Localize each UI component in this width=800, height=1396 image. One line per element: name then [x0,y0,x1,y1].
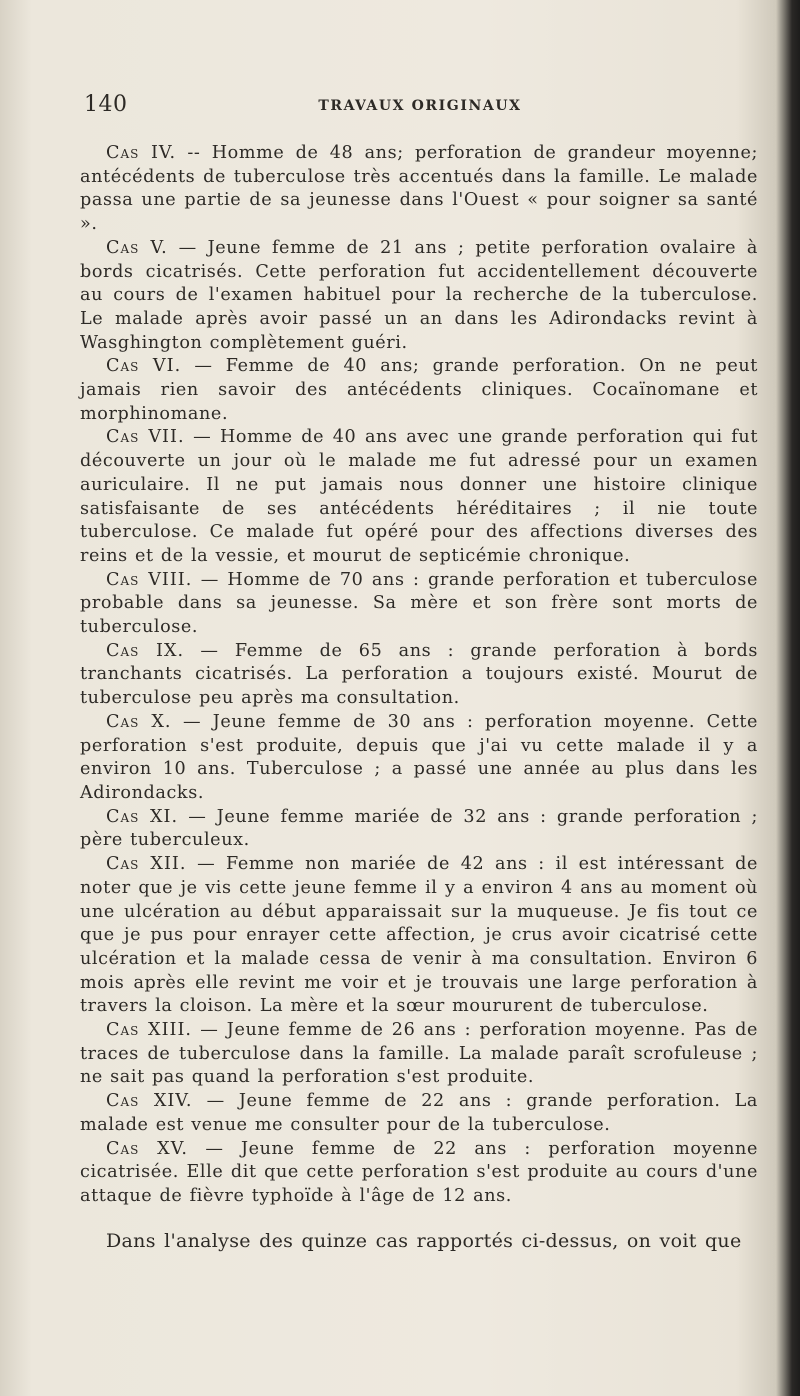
case-label: Cas VI. [106,356,182,377]
case-label: Cas XIV. [106,1091,193,1112]
case-paragraph [80,1138,758,1209]
case-text: — Jeune femme de 22 ans : perforation moyenne cicatrisée. Elle dit que cette perforation s'est produite au cours d'une attaque de fièvre typhoïde à l'âge de 12 ans. [80,1138,758,1206]
case-label: Cas VII. [106,427,185,448]
body-text [80,142,758,1272]
case-paragraph [80,1019,758,1090]
case-label: Cas IV. [106,143,177,163]
case-label: Cas X. [106,711,172,732]
case-text: — Jeune femme mariée de 32 ans : grande perforation ; père tuberculeux. [80,806,758,851]
case-paragraph [80,711,758,806]
case-label: Cas XIII. [106,1020,193,1041]
case-text: — Homme de 40 ans avec une grande perforation qui fut découverte un jour où le malade me fut adressé pour un examen auriculaire. Il ne put jamais nous donner une histoire clinique satisfaisante de ses antécédents héréditaires ; il nie toute tuberculose. Ce malade fut opéré pour des affections diverses des reins et de la vessie, et mourut de septicémie chronique. [80,427,759,566]
case-paragraph [80,142,758,237]
case-text: — Femme non mariée de 42 ans : il est intéressant de noter que je vis cette jeune femme il y a environ 4 ans au moment où une ulcération au début apparaissait sur la muqueuse. Je fis tout ce que je pus pour enrayer cette affection, je crus avoir cicatrisé cette ulcération et la malade cessa de venir à ma consultation. Environ 6 mois après elle revint me voir et je trouvais une large perforation à travers la cloison. La mère et la sœur moururent de tuberculose. [80,854,758,1017]
conclusion-paragraph: Dans l'analyse des quinze cas rapportés ci-dessus, on voit que [106,1229,742,1252]
running-title: TRAVAUX ORIGINAUX [318,98,522,114]
page-header [84,92,756,122]
case-label: Cas XV. [106,1138,188,1159]
case-label: Cas XII. [106,854,187,875]
case-paragraph [80,853,758,1019]
case-label: Cas XI. [106,806,179,827]
case-paragraph [80,355,758,426]
case-paragraph [80,237,758,356]
case-label: Cas V. [106,237,168,258]
case-text: — Jeune femme de 30 ans : perforation moyenne. Cette perforation s'est produite, depuis que j'ai vu cette malade il y a environ 10 ans. Tuberculose ; a passé une année au plus dans les Adirondacks. [80,711,758,803]
case-paragraph [80,1090,758,1137]
page-number: 140 [84,92,128,117]
case-text: — Femme de 40 ans; grande perforation. On ne peut jamais rien savoir des antécédents cliniques. Cocaïnomane et morphinomane. [80,356,758,424]
case-paragraph [80,426,758,568]
case-text: — Jeune femme de 22 ans : grande perforation. La malade est venue me consulter pour de la tuberculose. [80,1091,759,1135]
case-label: Cas VIII. [106,569,193,590]
case-text: — Homme de 70 ans : grande perforation et tuberculose probable dans sa jeunesse. Sa mère et son frère sont morts de tuberculose. [80,569,758,638]
case-paragraph [80,806,758,853]
case-text: — Jeune femme de 21 ans ; petite perforation ovalaire à bords cicatrisés. Cette perforation fut accidentellement découverte au cours de l'examen habituel pour la recherche de la tuberculose. Le malade après avoir passé un an dans les Adirondacks revint à Wasghington complètement guéri. [80,237,758,353]
case-paragraph [80,640,758,711]
case-label: Cas IX. [106,640,185,661]
case-paragraph [80,569,758,640]
case-text: — Femme de 65 ans : grande perforation à bords tranchants cicatrisés. La perforation a toujours existé. Mourut de tuberculose peu après ma consultation. [80,640,758,709]
case-text: -- Homme de 48 ans; perforation de grandeur moyenne; antécédents de tuberculose très accentués dans la famille. Le malade passa une partie de sa jeunesse dans l'Ouest « pour soigner sa santé ». [80,143,758,235]
case-text: — Jeune femme de 26 ans : perforation moyenne. Pas de traces de tuberculose dans la famille. La malade paraît scrofuleuse ; ne sait pas quand la perforation s'est produite. [80,1020,758,1088]
